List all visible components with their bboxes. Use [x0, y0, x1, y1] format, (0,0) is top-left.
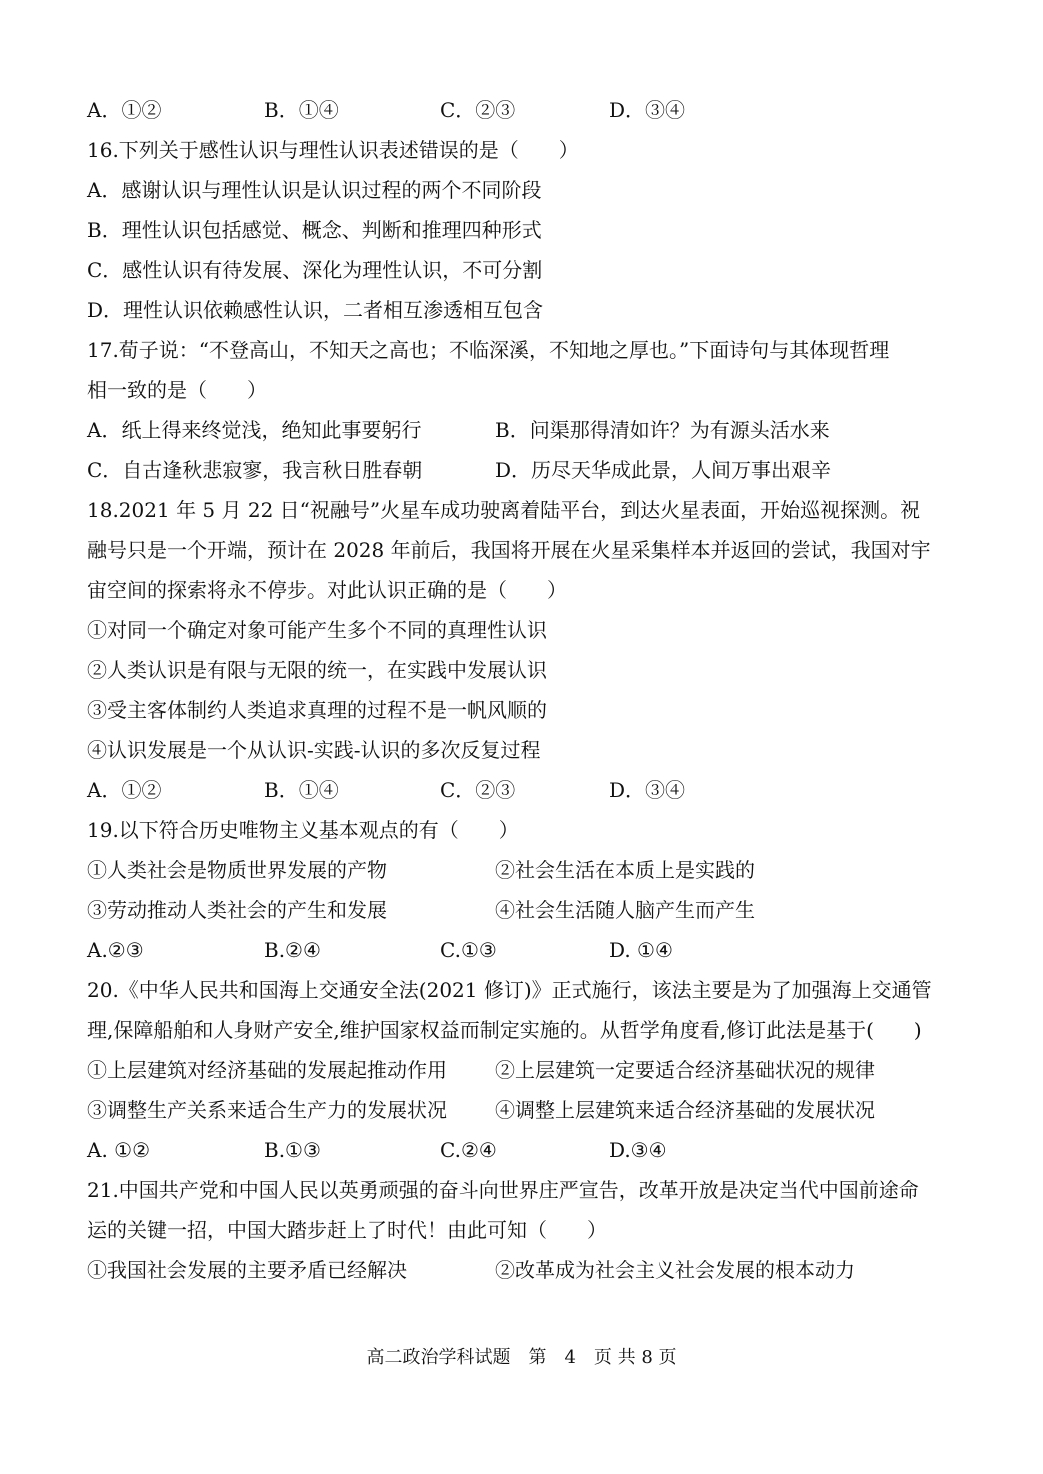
answer-option: ④社会生活随人脑产生而产生 — [495, 898, 755, 922]
text-line: D．理性认识依赖感性认识，二者相互渗透相互包含 — [87, 298, 544, 322]
text-line: ①对同一个确定对象可能产生多个不同的真理性认识 — [87, 618, 547, 642]
answer-option: ①我国社会发展的主要矛盾已经解决 — [87, 1258, 407, 1282]
answer-option: D.③④ — [609, 1138, 667, 1162]
answer-option: ①上层建筑对经济基础的发展起推动作用 — [87, 1058, 447, 1082]
text-line: 相一致的是（ ） — [87, 378, 267, 402]
answer-option: C．②③ — [440, 98, 516, 122]
answer-option: B.②④ — [264, 938, 321, 962]
answer-option: A．纸上得来终觉浅，绝知此事要躬行 — [87, 418, 422, 442]
text-line: ②人类认识是有限与无限的统一，在实践中发展认识 — [87, 658, 547, 682]
text-line: 21.中国共产党和中国人民以英勇顽强的奋斗向世界庄严宣告，改革开放是决定当代中国前途命 — [87, 1178, 919, 1202]
text-line: 19.以下符合历史唯物主义基本观点的有（ ） — [87, 818, 519, 842]
text-line: 17.荀子说：“不登高山，不知天之高也；不临深溪，不知地之厚也。”下面诗句与其体现哲理 — [87, 338, 890, 362]
answer-option: B.①③ — [264, 1138, 321, 1162]
answer-option: B．问渠那得清如许？为有源头活水来 — [495, 418, 830, 442]
text-line: 融号只是一个开端，预计在 2028 年前后，我国将开展在火星采集样本并返回的尝试，我国对宇 — [87, 538, 931, 562]
answer-option: B．①④ — [264, 98, 339, 122]
text-line: B．理性认识包括感觉、概念、判断和推理四种形式 — [87, 218, 542, 242]
answer-option: ②改革成为社会主义社会发展的根本动力 — [495, 1258, 855, 1282]
text-line: 宙空间的探索将永不停步。对此认识正确的是（ ） — [87, 578, 567, 602]
answer-option: C.②④ — [440, 1138, 497, 1162]
text-line: C．感性认识有待发展、深化为理性认识，不可分割 — [87, 258, 543, 282]
answer-option: ②上层建筑一定要适合经济基础状况的规律 — [495, 1058, 875, 1082]
text-line: 18.2021 年 5 月 22 日“祝融号”火星车成功驶离着陆平台，到达火星表面，开始巡视探测。祝 — [87, 498, 921, 522]
text-line: 理,保障船舶和人身财产安全,维护国家权益而制定实施的。从哲学角度看,修订此法是基于( ) — [87, 1018, 922, 1042]
text-line: ③受主客体制约人类追求真理的过程不是一帆风顺的 — [87, 698, 547, 722]
answer-option: ①人类社会是物质世界发展的产物 — [87, 858, 387, 882]
answer-option: B．①④ — [264, 778, 339, 802]
answer-option: A．①② — [87, 98, 162, 122]
answer-option: ③劳动推动人类社会的产生和发展 — [87, 898, 387, 922]
text-line: 20.《中华人民共和国海上交通安全法(2021 修订)》正式施行，该法主要是为了加强海上交通管 — [87, 978, 932, 1002]
text-line: A．感谢认识与理性认识是认识过程的两个不同阶段 — [87, 178, 542, 202]
answer-option: ③调整生产关系来适合生产力的发展状况 — [87, 1098, 447, 1122]
answer-option: ②社会生活在本质上是实践的 — [495, 858, 755, 882]
answer-option: D．③④ — [609, 778, 686, 802]
answer-option: A. ①② — [87, 1138, 151, 1162]
answer-option: D．历尽天华成此景，人间万事出艰辛 — [495, 458, 832, 482]
answer-option: C．②③ — [440, 778, 516, 802]
answer-option: ④调整上层建筑来适合经济基础的发展状况 — [495, 1098, 875, 1122]
answer-option: D. ①④ — [609, 938, 673, 962]
page-footer: 高二政治学科试题 第 4 页 共 8 页 — [366, 1347, 677, 1368]
answer-option: D．③④ — [609, 98, 686, 122]
text-line: 运的关键一招，中国大踏步赶上了时代！由此可知（ ） — [87, 1218, 607, 1242]
answer-option: A.②③ — [87, 938, 144, 962]
answer-option: C．自古逢秋悲寂寥，我言秋日胜春朝 — [87, 458, 423, 482]
answer-option: C.①③ — [440, 938, 497, 962]
text-line: ④认识发展是一个从认识-实践-认识的多次反复过程 — [87, 738, 541, 762]
answer-option: A．①② — [87, 778, 162, 802]
text-line: 16.下列关于感性认识与理性认识表述错误的是（ ） — [87, 138, 579, 162]
